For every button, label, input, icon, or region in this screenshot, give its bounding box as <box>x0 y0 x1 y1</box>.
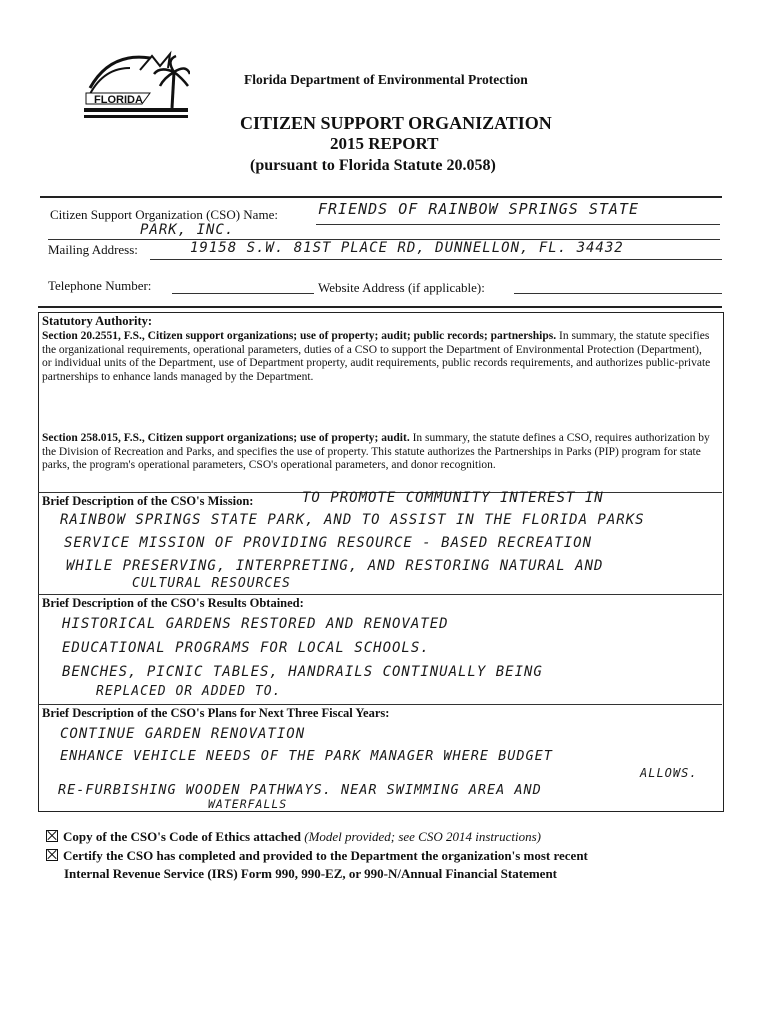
cso-name-line <box>316 224 720 225</box>
certify-label-1: Certify the CSO has completed and provided to the Department the organization's most recent <box>63 848 588 863</box>
certify-checkbox-row <box>46 848 588 864</box>
mission-line-1: TO PROMOTE COMMUNITY INTEREST IN <box>302 490 604 506</box>
form-title: CITIZEN SUPPORT ORGANIZATION <box>240 113 552 133</box>
phone-line <box>172 293 314 294</box>
plans-line-3: ALLOWS. <box>640 766 698 780</box>
statutory-p2-text: In summary, the statute defines a CSO, requires authorization by the Division of Recreation and Parks, and specifies the use of property. This statute authorizes the Partnerships in Parks (PIP) program for state parks, the program's operational parameters, CSO's operational parameters, and donor recognition. <box>42 432 710 471</box>
results-top-line <box>38 594 722 595</box>
mailing-label: Mailing Address: <box>48 242 138 257</box>
logo-text: FLORIDA <box>94 94 143 106</box>
results-label: Brief Description of the CSO's Results Obtained: <box>42 596 304 610</box>
department-name: Florida Department of Environmental Protection <box>244 72 528 87</box>
mission-label: Brief Description of the CSO's Mission: <box>42 494 254 508</box>
certify-checkbox[interactable] <box>46 849 58 861</box>
mission-line-3: SERVICE MISSION OF PROVIDING RESOURCE - BASED RECREATION <box>64 535 593 551</box>
mission-line-2: RAINBOW SPRINGS STATE PARK, AND TO ASSIST IN THE FLORIDA PARKS <box>60 512 645 528</box>
phone-label: Telephone Number: <box>48 278 152 293</box>
plans-line-1: CONTINUE GARDEN RENOVATION <box>60 726 306 742</box>
cso-name-value-2: PARK, INC. <box>140 222 235 238</box>
statutory-paragraph-2 <box>42 432 714 473</box>
cso-name-label: Citizen Support Organization (CSO) Name: <box>50 207 278 222</box>
plans-line-2: ENHANCE VEHICLE NEEDS OF THE PARK MANAGER WHERE BUDGET <box>60 748 553 764</box>
website-line <box>514 293 722 294</box>
results-line-4: REPLACED OR ADDED TO. <box>96 684 282 699</box>
statutory-p2-bold: Section 258.015, F.S., Citizen support organizations; use of property; audit. <box>42 432 410 444</box>
form-year: 2015 REPORT <box>330 134 439 153</box>
ethics-note: (Model provided; see CSO 2014 instructions) <box>304 829 541 844</box>
mid-rule <box>38 306 722 308</box>
mission-line-5: CULTURAL RESOURCES <box>132 576 291 591</box>
ethics-label: Copy of the CSO's Code of Ethics attached <box>63 829 301 844</box>
website-label: Website Address (if applicable): <box>318 280 485 295</box>
statutory-heading: Statutory Authority: <box>42 314 153 328</box>
form-statute: (pursuant to Florida Statute 20.058) <box>250 157 496 174</box>
plans-line-4: RE-FURBISHING WOODEN PATHWAYS. NEAR SWIMMING AREA AND <box>58 782 542 798</box>
statutory-p1-text: In summary, the statute specifies the organizational requirements, operational parameters, duties of a CSO to support the Department of Environmental Protection (Department), or individual units of the Department, use of Department property, audit requirements, public records requirements, and authorizes public-private partnerships to enhance lands managed by the Department. <box>42 330 711 383</box>
statutory-p1-bold: Section 20.2551, F.S., Citizen support organizations; use of property; audit; public records; partnerships. <box>42 330 557 342</box>
plans-label: Brief Description of the CSO's Plans for Next Three Fiscal Years: <box>42 706 390 720</box>
cso-name-value-1: FRIENDS OF RAINBOW SPRINGS STATE <box>318 200 639 218</box>
mission-line-4: WHILE PRESERVING, INTERPRETING, AND RESTORING NATURAL AND <box>66 558 604 574</box>
statutory-paragraph-1 <box>42 330 714 384</box>
mailing-line <box>150 259 722 260</box>
results-line-1: HISTORICAL GARDENS RESTORED AND RENOVATED <box>62 616 449 632</box>
dep-logo <box>80 48 190 126</box>
certify-label-2: Internal Revenue Service (IRS) Form 990, 990-EZ, or 990-N/Annual Financial Statement <box>64 866 558 881</box>
top-rule <box>40 196 722 198</box>
ethics-checkbox[interactable] <box>46 830 58 842</box>
plans-line-5: WATERFALLS <box>208 797 288 811</box>
results-line-3: BENCHES, PICNIC TABLES, HANDRAILS CONTINUALLY BEING <box>62 664 543 680</box>
results-line-2: EDUCATIONAL PROGRAMS FOR LOCAL SCHOOLS. <box>62 640 430 656</box>
ethics-checkbox-row <box>46 829 541 845</box>
plans-top-line <box>38 704 722 705</box>
mailing-value: 19158 S.W. 81ST PLACE RD, DUNNELLON, FL. 34432 <box>190 240 624 256</box>
